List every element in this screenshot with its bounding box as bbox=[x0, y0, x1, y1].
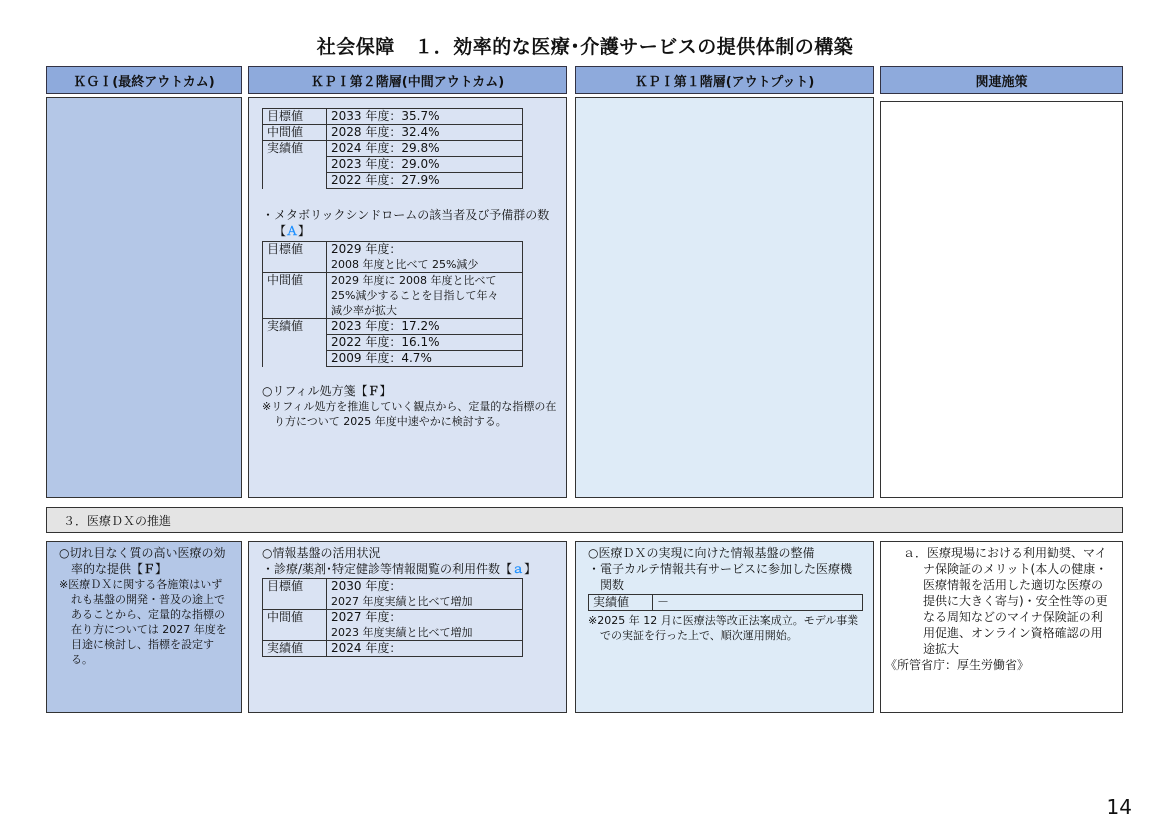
page-title: 社会保障 １．効率的な医療･介護サービスの提供体制の構築 bbox=[316, 36, 854, 58]
header-kpi1: ＫＰＩ第１階層(アウトプット) bbox=[575, 66, 874, 94]
mark-a: Ａ bbox=[286, 224, 299, 238]
kpi1-table bbox=[588, 594, 863, 611]
actual-label: 実績値 bbox=[263, 141, 327, 157]
top-kgi-panel bbox=[46, 97, 242, 498]
target-value: 2033 年度：35.7% bbox=[327, 109, 523, 125]
actual-value: － bbox=[653, 595, 863, 611]
kgi-note: ※医療ＤＸに関する各施策はいずれも基盤の開発・普及の途上であることから、定量的な指標の在り方については 2027 年度を目途に検討し、指標を設定する。 bbox=[59, 578, 227, 666]
refill-note: ※リフィル処方を推進していく観点から、定量的な指標の在り方について 2025 年度中速やかに検討する。 bbox=[262, 400, 557, 428]
actual-label: 実績値 bbox=[589, 595, 653, 611]
mid-value: 減少率が拡大 bbox=[327, 303, 523, 319]
actual-label: 実績値 bbox=[263, 641, 327, 657]
ministry-label: 《所管省庁：厚生労働省》 bbox=[885, 658, 1030, 672]
mid-label: 中間値 bbox=[263, 610, 327, 626]
header-related: 関連施策 bbox=[880, 66, 1123, 94]
target-value: 2027 年度実績と比べて増加 bbox=[327, 594, 523, 610]
mark-a-lower: ａ bbox=[512, 562, 525, 576]
header-kpi2: ＫＰＩ第２階層(中間アウトカム) bbox=[248, 66, 567, 94]
target-value: 2030 年度： bbox=[327, 579, 523, 595]
target-label: 目標値 bbox=[263, 242, 327, 258]
mid-label: 中間値 bbox=[263, 125, 327, 141]
target-value: 2008 年度と比べて 25%減少 bbox=[327, 257, 523, 273]
mark-f: Ｆ bbox=[367, 384, 380, 398]
kpi2-line1: ○情報基盤の活用状況 bbox=[262, 546, 381, 560]
actual-value: 2009 年度：4.7% bbox=[327, 351, 523, 367]
metabolic-title: ・メタボリックシンドロームの該当者及び予備群の数【Ａ】 bbox=[262, 208, 550, 238]
top-value-table bbox=[262, 108, 523, 189]
actual-value: 2022 年度：27.9% bbox=[327, 173, 523, 189]
mid-value: 2029 年度に 2008 年度と比べて bbox=[327, 273, 523, 289]
bottom-kgi-panel bbox=[46, 541, 242, 713]
related-item-a: ａ．医療現場における利用勧奨、マイナ保険証のメリット(本人の健康・医療情報を活用した適切な医療の提供に大きく寄与)・安全性等の更なる周知などのマイナ保険証の利用促進、オンライン資格確認の用途拡大 bbox=[903, 546, 1108, 656]
mid-value: 25%減少することを目指して年々 bbox=[327, 288, 523, 303]
kpi1-line1: ○医療ＤＸの実現に向けた情報基盤の整備 bbox=[588, 546, 815, 560]
actual-value: 2024 年度：29.8% bbox=[327, 141, 523, 157]
mid-value: 2028 年度：32.4% bbox=[327, 125, 523, 141]
kpi2-line2: ・診療/薬剤･特定健診等情報閲覧の利用件数【ａ】 bbox=[262, 562, 537, 576]
mid-value: 2027 年度： bbox=[327, 610, 523, 626]
actual-value: 2023 年度：17.2% bbox=[327, 319, 523, 335]
kgi-title: ○切れ目なく質の高い医療の効率的な提供【Ｆ】 bbox=[59, 546, 226, 576]
target-label: 目標値 bbox=[263, 579, 327, 595]
kpi1-line2: ・電子カルテ情報共有サービスに参加した医療機関数 bbox=[588, 562, 853, 592]
mid-value: 2023 年度実績と比べて増加 bbox=[327, 625, 523, 641]
refill-title: ○リフィル処方箋【Ｆ】 bbox=[262, 384, 392, 398]
kpi1-note: ※2025 年 12 月に医療法等改正法案成立。モデル事業での実証を行った上で、順次運用開始。 bbox=[588, 614, 859, 642]
header-kgi: ＫＧＩ(最終アウトカム) bbox=[46, 66, 242, 94]
actual-value: 2024 年度： bbox=[327, 641, 523, 657]
page-number: 14 bbox=[1106, 795, 1132, 819]
section-bar: ３．医療ＤＸの推進 bbox=[46, 507, 1123, 533]
mid-label: 中間値 bbox=[263, 273, 327, 289]
mark-f: Ｆ bbox=[143, 562, 156, 576]
bottom-related-panel bbox=[880, 541, 1123, 713]
top-related-panel bbox=[880, 101, 1123, 498]
actual-value: 2022 年度：16.1% bbox=[327, 335, 523, 351]
top-kpi1-panel bbox=[575, 97, 874, 498]
target-label: 目標値 bbox=[263, 109, 327, 125]
kpi2-table bbox=[262, 578, 523, 657]
actual-value: 2023 年度：29.0% bbox=[327, 157, 523, 173]
top-kpi2-panel bbox=[248, 97, 567, 498]
bottom-kpi1-panel bbox=[575, 541, 874, 713]
actual-label: 実績値 bbox=[263, 319, 327, 335]
metabolic-table bbox=[262, 241, 523, 367]
bottom-kpi2-panel bbox=[248, 541, 567, 713]
target-value: 2029 年度： bbox=[327, 242, 523, 258]
